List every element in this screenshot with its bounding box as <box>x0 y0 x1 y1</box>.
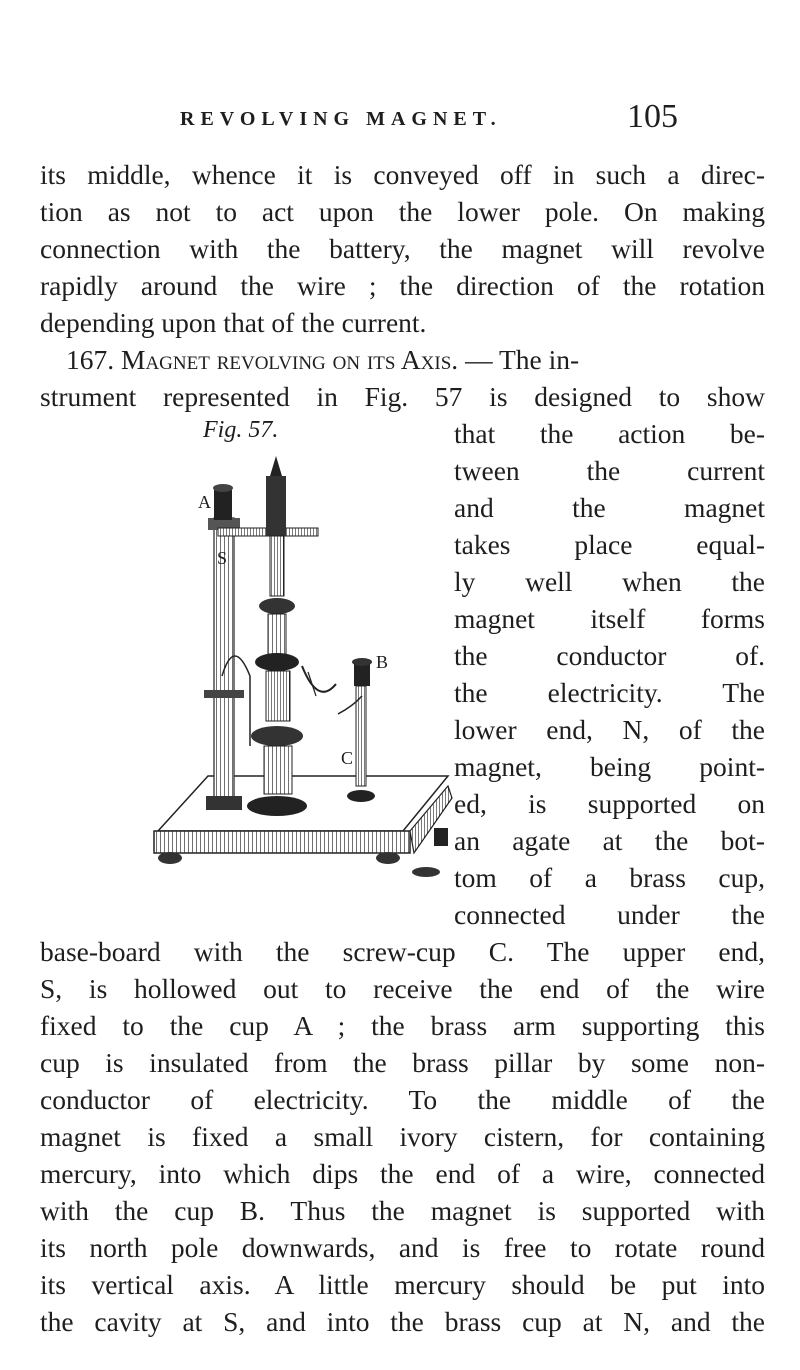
text-line: connected under the <box>454 899 765 930</box>
text-line: with the cup B. Thus the magnet is supported with <box>40 1195 765 1226</box>
text-line: strument represented in Fig. 57 is designed to show <box>40 381 765 412</box>
text-line: its north pole downwards, and is free to rotate round <box>40 1232 765 1263</box>
text-line: takes place equal- <box>454 529 765 560</box>
text-line: magnet, being point- <box>454 751 765 782</box>
ivory-cistern <box>302 666 336 696</box>
running-head: REVOLVING MAGNET. <box>180 108 502 130</box>
base-board <box>154 776 452 864</box>
page-header <box>0 92 800 142</box>
text-line: mercury, into which dips the end of a wire, connected <box>40 1158 765 1189</box>
text-line: connection with the battery, the magnet will revolve <box>40 233 765 264</box>
page-number: 105 <box>627 98 678 135</box>
text-line: the electricity. The <box>454 677 765 708</box>
text-line: lower end, N, of the <box>454 714 765 745</box>
cup-a <box>213 484 233 520</box>
text-line: that the action be- <box>454 418 765 449</box>
figure-caption: Fig. 57. <box>203 417 279 443</box>
magnet <box>247 456 307 816</box>
text-line: conductor of electricity. To the middle of the <box>40 1084 765 1115</box>
text-line: ly well when the <box>454 566 765 597</box>
text-line: tween the current <box>454 455 765 486</box>
text-line: base-board with the screw-cup C. The upper end, <box>40 936 765 967</box>
text-line: tion as not to act upon the lower pole. On making <box>40 196 765 227</box>
text-line: the cavity at S, and into the brass cup at N, and the <box>40 1306 765 1337</box>
text-line: tom of a brass cup, <box>454 862 765 893</box>
section-heading-line <box>66 342 765 378</box>
text-line: its vertical axis. A little mercury should be put into <box>40 1269 765 1300</box>
text-line: and the magnet <box>454 492 765 523</box>
section-title: Magnet revolving on its Axis. <box>121 344 459 375</box>
text-line: rapidly around the wire ; the direction of the rotation <box>40 270 765 301</box>
text-line: ed, is supported on <box>454 788 765 819</box>
section-text: — The in- <box>465 344 580 375</box>
magnet-apparatus-drawing <box>148 446 458 878</box>
text-line: magnet itself forms <box>454 603 765 634</box>
section-number: 167. <box>66 344 115 375</box>
text-line: fixed to the cup A ; the brass arm supporting this <box>40 1010 765 1041</box>
text-line: the conductor of. <box>454 640 765 671</box>
text-line: an agate at the bot- <box>454 825 765 856</box>
text-line: its middle, whence it is conveyed off in such a direc- <box>40 159 765 190</box>
text-line: magnet is fixed a small ivory cistern, for containing <box>40 1121 765 1152</box>
text-line: cup is insulated from the brass pillar by some non- <box>40 1047 765 1078</box>
label-s: S <box>217 548 228 568</box>
figure-illustration <box>148 446 458 878</box>
text-line: depending upon that of the current. <box>40 307 427 338</box>
label-a: A <box>198 492 211 512</box>
label-c: C <box>341 748 354 768</box>
label-b: B <box>376 652 389 672</box>
text-line: S, is hollowed out to receive the end of the wire <box>40 973 765 1004</box>
